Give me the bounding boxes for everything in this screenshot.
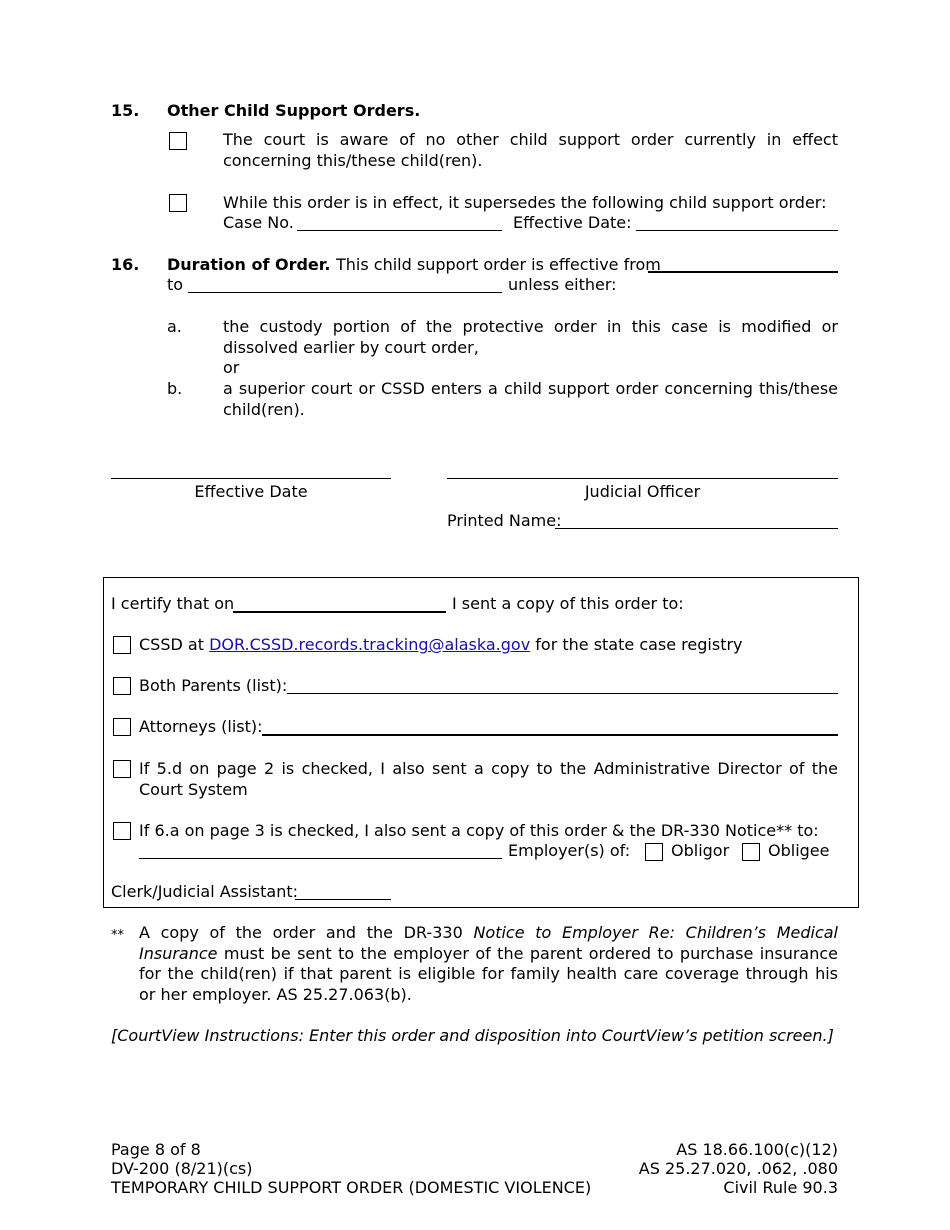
clerk-field[interactable] [295,899,391,900]
effective-date-signature-line[interactable] [111,478,391,479]
certify-sent-text: I sent a copy of this order to: [452,594,684,613]
footnote-before: A copy of the order and the DR-330 [139,923,463,942]
item-5d-text: If 5.d on page 2 is checked, I also sent a copy to the Administrative Director of the Court System [139,759,838,799]
employers-of-label: Employer(s) of: [508,841,631,860]
footer-civil-rule: Civil Rule 90.3 [723,1178,838,1197]
item-b-letter: b. [167,379,183,398]
item-6a-text: If 6.a on page 3 is checked, I also sent a copy of this order & the DR-330 Notice** to: [139,821,819,840]
item-a-text: the custody portion of the protective order in this case is modified or dissolved earlier by court order, [223,317,838,357]
item-a-letter: a. [167,317,182,336]
certify-on-text: I certify that on [111,594,235,613]
effective-from-field[interactable] [648,271,838,273]
both-parents-field[interactable] [287,693,838,694]
obligor-label: Obligor [671,841,730,860]
item-6a-checkbox[interactable] [113,822,131,840]
judicial-officer-caption: Judicial Officer [584,482,701,501]
section-15-heading: Other Child Support Orders. [167,101,421,120]
case-no-field[interactable] [297,230,502,231]
footnote-after: must be sent to the employer of the parent ordered to purchase insurance for the child(ren) if that parent is eligible for family health care coverage through his or her employer. AS 25.27.063(b). [139,943,838,1004]
obligee-checkbox[interactable] [742,843,760,861]
effective-date-caption: Effective Date [194,482,308,501]
effective-date-field[interactable] [636,230,838,231]
no-other-order-text: The court is aware of no other child support order currently in effect concerning this/these child(ren). [223,130,838,170]
section-15-number: 15. [111,101,140,120]
case-no-label: Case No. [223,213,294,232]
both-parents-checkbox[interactable] [113,677,131,695]
footer-page-number: Page 8 of 8 [111,1140,201,1159]
obligor-checkbox[interactable] [645,843,663,861]
or-text: or [223,358,240,377]
footnote-text [139,923,838,1005]
footnote-notice-title: Notice to Employer Re: Children’s Medical Insurance [139,923,839,963]
courtview-instructions: [CourtView Instructions: Enter this order and disposition into CourtView’s petition screen.] [111,1026,834,1045]
supersedes-order-text: While this order is in effect, it supersedes the following child support order: [223,193,827,212]
cssd-checkbox[interactable] [113,636,131,654]
unless-either-text: unless either: [508,275,617,294]
section-16-heading: Duration of Order. [167,255,331,274]
no-other-order-checkbox[interactable] [169,132,187,150]
printed-name-field[interactable] [555,528,838,529]
attorneys-label: Attorneys (list): [139,717,263,736]
footnote-mark: ** [111,928,124,943]
employer-field[interactable] [139,858,502,859]
printed-name-label: Printed Name: [447,511,562,530]
footer-statute-2: AS 25.27.020, .062, .080 [638,1159,838,1178]
cssd-email-link[interactable]: DOR.CSSD.records.tracking@alaska.gov [209,635,531,654]
item-b-text: a superior court or CSSD enters a child support order concerning this/these child(ren). [223,379,838,419]
effective-date-label: Effective Date: [513,213,632,232]
supersedes-order-checkbox[interactable] [169,194,187,212]
footer-statute-1: AS 18.66.100(c)(12) [676,1140,838,1159]
both-parents-label: Both Parents (list): [139,676,288,695]
clerk-label: Clerk/Judicial Assistant: [111,882,299,901]
item-5d-checkbox[interactable] [113,760,131,778]
cssd-line [139,635,743,655]
attorneys-checkbox[interactable] [113,718,131,736]
cssd-prefix: CSSD at [139,635,204,654]
certify-date-field[interactable] [233,611,446,613]
section-16-text: This child support order is effective from [336,255,661,274]
footer-form-number: DV-200 (8/21)(cs) [111,1159,253,1178]
attorneys-field[interactable] [262,734,838,736]
footer-form-title: TEMPORARY CHILD SUPPORT ORDER (DOMESTIC VIOLENCE) [111,1178,592,1197]
judicial-officer-signature-line[interactable] [447,478,838,479]
to-label: to [167,275,184,294]
section-16-number: 16. [111,255,140,274]
cssd-suffix: for the state case registry [535,635,743,654]
obligee-label: Obligee [768,841,830,860]
effective-to-field[interactable] [188,292,502,293]
